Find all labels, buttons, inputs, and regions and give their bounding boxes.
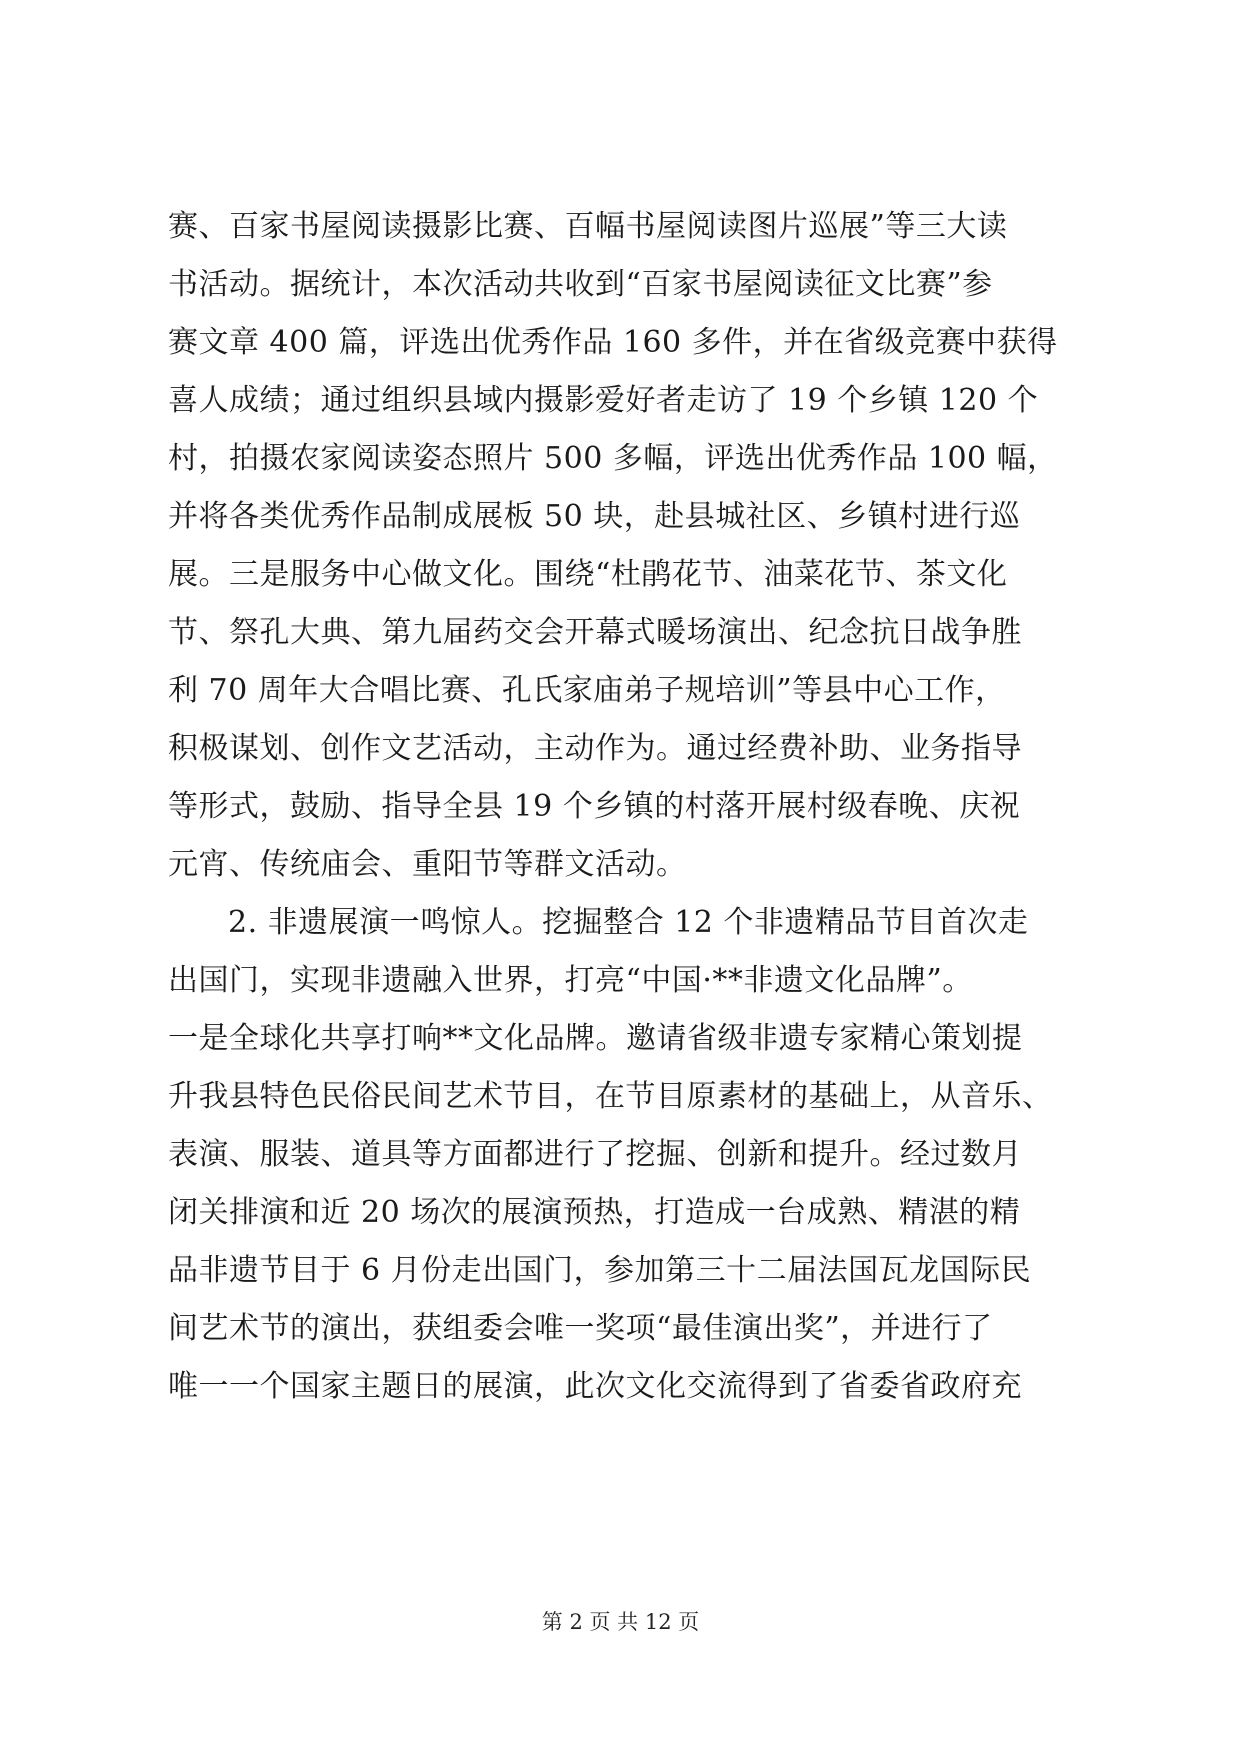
text-line: 闭关排演和近 20 场次的展演预热，打造成一台成熟、精湛的精 bbox=[168, 1195, 1021, 1230]
text-line: 出国门，实现非遗融入世界，打亮“中国·**非遗文化品牌”。 bbox=[168, 963, 973, 998]
text-line: 利 70 周年大合唱比赛、孔氏家庙弟子规培训”等县中心工作， bbox=[168, 673, 1006, 708]
text-line: 书活动。据统计，本次活动共收到“百家书屋阅读征文比赛”参 bbox=[168, 267, 993, 302]
text-line: 村，拍摄农家阅读姿态照片 500 多幅，评选出优秀作品 100 幅， bbox=[168, 441, 1058, 476]
text-line: 间艺术节的演出，获组委会唯一奖项“最佳演出奖”，并进行了 bbox=[168, 1311, 993, 1346]
text-line: 品非遗节目于 6 月份走出国门，参加第三十二届法国瓦龙国际民 bbox=[168, 1253, 1032, 1288]
page-number-footer: 第 2 页 共 12 页 bbox=[541, 1610, 700, 1634]
text-line: 赛文章 400 篇，评选出优秀作品 160 多件，并在省级竞赛中获得 bbox=[168, 325, 1058, 360]
text-line: 赛、百家书屋阅读摄影比赛、百幅书屋阅读图片巡展”等三大读 bbox=[168, 209, 1008, 244]
text-line: 节、祭孔大典、第九届药交会开幕式暖场演出、纪念抗日战争胜 bbox=[168, 615, 1022, 650]
text-line: 升我县特色民俗民间艺术节目，在节目原素材的基础上，从音乐、 bbox=[168, 1079, 1053, 1114]
text-line: 积极谋划、创作文艺活动，主动作为。通过经费补助、业务指导 bbox=[168, 731, 1022, 766]
text-line: 并将各类优秀作品制成展板 50 块，赴县城社区、乡镇村进行巡 bbox=[168, 499, 1021, 534]
text-line: 唯一一个国家主题日的展演，此次文化交流得到了省委省政府充 bbox=[168, 1369, 1022, 1404]
text-line: 元宵、传统庙会、重阳节等群文活动。 bbox=[168, 847, 687, 882]
text-line: 一是全球化共享打响**文化品牌。邀请省级非遗专家精心策划提 bbox=[168, 1021, 1023, 1056]
text-line: 喜人成绩；通过组织县域内摄影爱好者走访了 19 个乡镇 120 个 bbox=[168, 383, 1039, 418]
text-line: 表演、服装、道具等方面都进行了挖掘、创新和提升。经过数月 bbox=[168, 1137, 1022, 1172]
text-line: 展。三是服务中心做文化。围绕“杜鹃花节、油菜花节、茶文化 bbox=[168, 557, 1008, 592]
text-line: 等形式，鼓励、指导全县 19 个乡镇的村落开展村级春晚、庆祝 bbox=[168, 789, 1021, 824]
paragraph-heading-line: 2. 非遗展演一鸣惊人。挖掘整合 12 个非遗精品节目首次走 bbox=[228, 905, 1029, 940]
